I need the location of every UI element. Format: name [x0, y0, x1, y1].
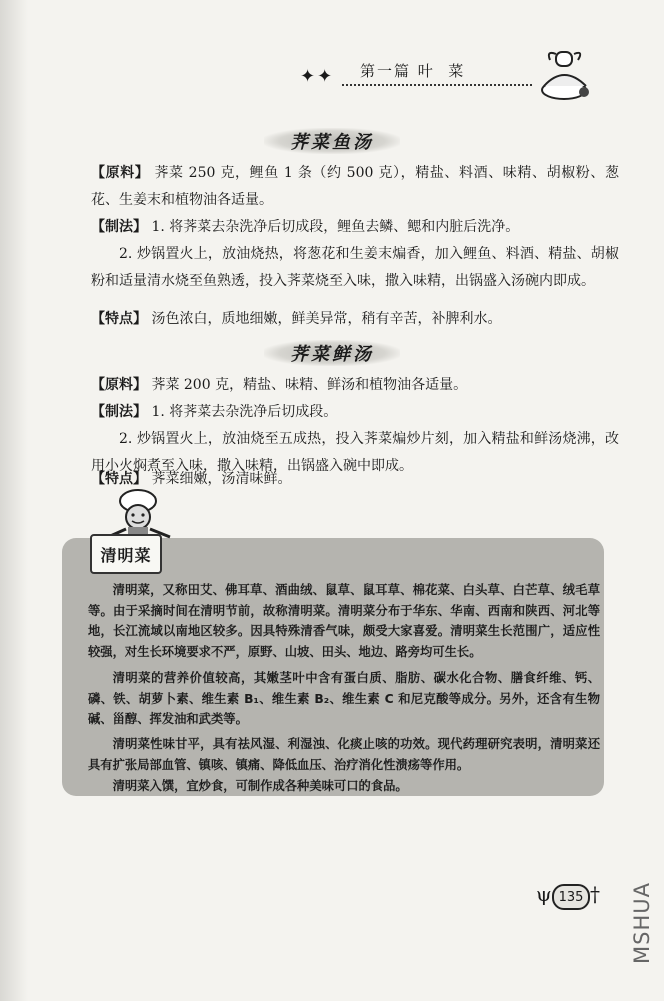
sparkle-stars-icon: ✦✦ [300, 66, 335, 87]
ingredients-label: 【原料】 [91, 165, 150, 181]
feature-label: 【特点】 [91, 311, 147, 327]
feature-text: 荠菜细嫩，汤清味鲜。 [147, 471, 292, 487]
info-paragraph-2: 清明菜的营养价值较高，其嫩茎叶中含有蛋白质、脂肪、碳水化合物、膳食纤维、钙、磷、铁、胡萝卜素、维生素 B₁、维生素 B₂、维生素 C 和尼克酸等成分。另外，还含有生物碱、甾醇、挥发油和武类等。 [88, 671, 600, 726]
recipe-1-method-step1 [91, 214, 619, 241]
running-header [300, 58, 600, 98]
feature-label: 【特点】 [91, 471, 147, 487]
info-paragraph-3: 清明菜性味甘平，具有祛风湿、利湿浊、化痰止咳的功效。现代药理研究表明，清明菜还具有扩张局部血管、镇咳、镇痛、降低血压、治疗消化性溃疡等作用。 [88, 737, 600, 772]
recipe-1-ingredients [91, 160, 619, 214]
info-paragraph-1: 清明菜，又称田艾、佛耳草、酒曲绒、鼠草、鼠耳草、棉花菜、白头草、白芒草、绒毛草等。由于采摘时间在清明节前，故称清明菜。清明菜分布于华东、华南、西南和陕西、河北等地，长江流域以南地区较多。因具特殊清香气味，颇受大家喜爱。清明菜生长范围广，适应性较强，对生长环境要求不严，原野、山坡、田头、地边、路旁均可生长。 [88, 583, 600, 659]
method-label: 【制法】 [91, 219, 147, 235]
page-number: 135 [552, 884, 590, 910]
recipe-2-method-step2: 2. 炒锅置火上，放油烧至五成热，投入荠菜煸炒片刻，加入精盐和鲜汤烧沸，改用小火焖煮至入味，撒入味精，出锅盛入碗中即成。 [91, 431, 619, 474]
recipe-2-method-step1 [91, 399, 619, 426]
recipe-1-method-step2: 2. 炒锅置火上，放油烧热，将葱花和生姜末煸香，加入鲤鱼、料酒、精盐、胡椒粉和适量清水烧至鱼熟透，投入荠菜烧至入味，撒入味精，出锅盛入汤碗内即成。 [91, 246, 619, 289]
method-step1-text: 1. 将荠菜去杂洗净后切成段。 [147, 404, 338, 420]
recipe-1-feature [91, 306, 619, 333]
knife-icon: † [590, 882, 600, 906]
ingredients-label: 【原料】 [91, 377, 147, 393]
chef-cooking-pot-icon [536, 46, 596, 102]
feature-text: 汤色浓白，质地细嫩，鲜美异常，稍有辛苦，补脾利水。 [147, 311, 502, 327]
recipe-2-title: 荠菜鲜汤 [0, 340, 664, 366]
recipe-1-title: 荠菜鱼汤 [0, 128, 664, 154]
fork-icon: ψ [536, 882, 552, 906]
info-box-title: 清明菜 [90, 534, 162, 574]
header-title: 第一篇 叶 菜 [360, 62, 466, 80]
method-label: 【制法】 [91, 404, 147, 420]
method-step1-text: 1. 将荠菜去杂洗净后切成段，鲤鱼去鳞、鳃和内脏后洗净。 [147, 219, 520, 235]
ingredients-text: 荠菜 250 克，鲤鱼 1 条（约 500 克），精盐、料酒、味精、胡椒粉、葱花、生姜末和植物油各适量。 [91, 165, 619, 208]
ingredients-text: 荠菜 200 克，精盐、味精、鲜汤和植物油各适量。 [147, 377, 468, 393]
info-paragraph-4: 清明菜入馔，宜炒食，可制作成各种美味可口的食品。 [112, 779, 408, 793]
recipe-2-ingredients [91, 372, 619, 399]
watermark: MSHUA [630, 882, 654, 964]
header-dotted-rule [342, 84, 532, 86]
page-number-badge [536, 882, 602, 912]
